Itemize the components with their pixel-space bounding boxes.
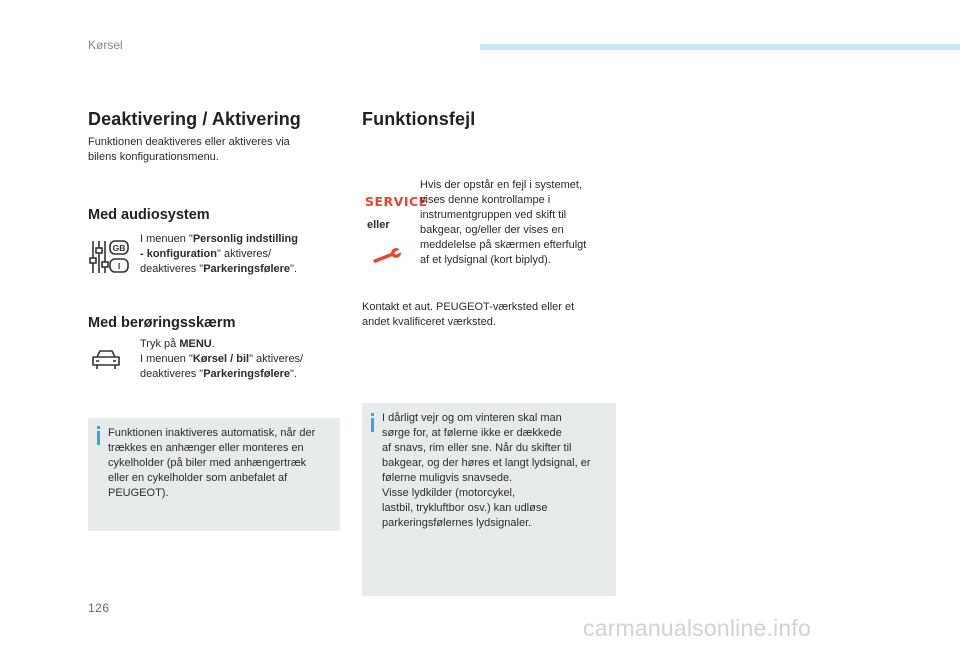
text-line: lastbil, trykluftbor osv.) kan udløse <box>382 502 548 514</box>
audio-settings-icon <box>88 238 130 276</box>
header-bar <box>480 44 960 50</box>
info-icon-dot <box>97 426 100 429</box>
info-note-weather <box>362 403 616 596</box>
text-line: bakgear, og/eller der vises en <box>420 224 564 236</box>
text-line: Visse lydkilder (motorcykel, <box>382 487 516 499</box>
text-line: instrumentgruppen ved skift til <box>420 209 567 221</box>
touchscreen-instruction <box>140 337 303 382</box>
menu-path: Personlig indstilling <box>192 233 298 245</box>
section-label: Kørsel <box>88 38 123 52</box>
page-title: Deaktivering / Aktivering <box>88 109 301 129</box>
audio-heading: Med audiosystem <box>88 207 210 223</box>
menu-button-label: MENU <box>179 338 212 350</box>
text-line: I menuen "Kørsel / bil" aktiveres/ <box>140 353 304 365</box>
text-line: Funktionen inaktiveres automatisk, når der <box>108 427 316 439</box>
contact-text <box>362 300 574 330</box>
text-line: - konfiguration" aktiveres/ <box>140 248 272 260</box>
or-label: eller <box>367 219 390 231</box>
info-icon <box>97 431 100 445</box>
menu-path: Kørsel / bil <box>192 353 250 365</box>
text-line: sørge for, at følerne ikke er dækkede <box>382 427 562 439</box>
service-warning-lamp: SERVICE <box>365 194 428 209</box>
menu-path: - konfiguration <box>140 248 217 260</box>
text-line: bakgear, og der høres et langt lydsignal, er <box>382 457 591 469</box>
text-line: bilens konfigurationsmenu. <box>88 151 219 163</box>
text-line: trækkes en anhænger eller monteres en <box>108 442 304 454</box>
icon-badge-bottom: I <box>117 261 121 271</box>
text-line: parkeringsfølernes lydsignaler. <box>382 517 532 529</box>
car-icon <box>90 348 122 372</box>
text-line: Funktionen deaktiveres eller aktiveres via <box>88 136 290 148</box>
info-note-trailer <box>88 418 340 531</box>
menu-option: Parkeringsfølere <box>203 368 291 380</box>
text-line: meddelelse på skærmen efterfulgt <box>420 239 587 251</box>
text-line: af snavs, rim eller sne. Når du skifter til <box>382 442 572 454</box>
intro-text <box>88 135 290 165</box>
text-line: følerne muligvis snavsede. <box>382 472 513 484</box>
watermark: carmanualsonline.info <box>583 615 811 641</box>
menu-option: Parkeringsfølere <box>203 263 291 275</box>
text-line: I menuen "Personlig indstilling <box>140 233 298 245</box>
icon-badge-top: GB <box>112 243 126 253</box>
text-line: af et lydsignal (kort biplyd). <box>420 254 551 266</box>
fault-description <box>420 178 586 268</box>
text-line: deaktiveres "Parkeringsfølere". <box>140 263 298 275</box>
info-icon <box>371 418 374 432</box>
text-line: PEUGEOT). <box>108 487 169 499</box>
text-line: eller en cykelholder som anbefalet af <box>108 472 288 484</box>
touchscreen-heading: Med berøringsskærm <box>88 315 236 331</box>
text-line: Kontakt et aut. PEUGEOT-værksted eller et <box>362 301 575 313</box>
audio-instruction <box>140 232 298 277</box>
text-line: cykelholder (på biler med anhængertræk <box>108 457 307 469</box>
text-line: andet kvalificeret værksted. <box>362 316 496 328</box>
text-line: I dårligt vejr og om vinteren skal man <box>382 412 562 424</box>
wrench-icon <box>372 247 406 265</box>
page-number: 126 <box>88 601 110 615</box>
text-line: vises denne kontrollampe i <box>420 194 551 206</box>
text-line: deaktiveres "Parkeringsfølere". <box>140 368 298 380</box>
text-line: Hvis der opstår en fejl i systemet, <box>420 179 583 191</box>
info-icon-dot <box>371 413 374 416</box>
fault-title: Funktionsfejl <box>362 109 476 129</box>
text-line: Tryk på MENU. <box>140 338 215 350</box>
